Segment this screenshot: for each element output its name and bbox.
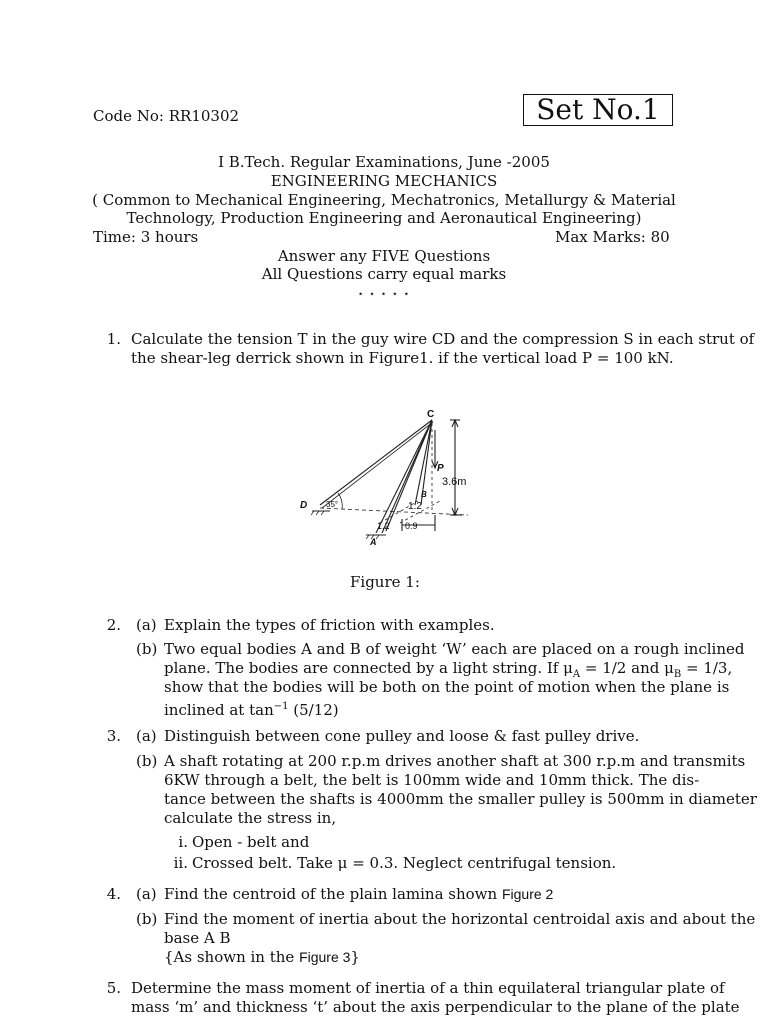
question-5-line1: Determine the mass moment of inertia of a thin equilateral triangular plate of [131,979,725,997]
question-3-number: 3. [106,727,121,745]
exam-title: I B.Tech. Regular Examinations, June -2005 [218,153,550,171]
set-number-box: Set No.1 [523,94,673,126]
question-3b-ii-text: Crossed belt. Take μ = 0.3. Neglect centrifugal tension. [192,854,617,872]
question-5-line2: mass ‘m’ and thickness ‘t’ about the axis perpendicular to the plane of the plate [131,998,740,1016]
common-note-line1: ( Common to Mechanical Engineering, Mechatronics, Metallurgy & Material [92,191,676,209]
question-2b-label: (b) [136,640,158,658]
question-3b-line2: 6KW through a belt, the belt is 100mm wide and 10mm thick. The dis- [164,771,700,789]
question-4-number: 4. [106,885,121,903]
question-4b-label: (b) [136,910,158,928]
figure-1-caption: Figure 1: [350,573,420,591]
exam-time: Time: 3 hours [93,228,199,246]
question-3b-i-text: Open - belt and [192,833,310,851]
common-note-line2: Technology, Production Engineering and Aeronautical Engineering) [126,209,642,227]
label-b: B [421,490,427,499]
question-3b-line3: tance between the shafts is 4000mm the smaller pulley is 500mm in diameter [164,790,757,808]
label-left-dim: 1.2 [377,521,390,531]
question-1-line2: the shear-leg derrick shown in Figure1. if the vertical load P = 100 kN. [131,349,674,367]
question-2b-line2: plane. The bodies are connected by a light string. If $\mu_A = 1/2$ and $\mu_B = 1/3$, [164,659,733,680]
label-right-dim: 0.9 [405,521,418,531]
star-separator: ⋆ ⋆ ⋆ ⋆ ⋆ [357,289,411,300]
label-c: C [427,409,435,420]
question-4b-line3: {As shown in the Figure 3} [164,948,360,966]
question-3b-ii-label: ii. [173,854,188,872]
question-3b-label: (b) [136,752,158,770]
label-ab: 1.2 [408,501,422,512]
question-3a-label: (a) [136,727,157,745]
question-3a-text: Distinguish between cone pulley and loose & fast pulley drive. [164,727,640,745]
question-4a-text: Find the centroid of the plain lamina shown Figure 2 [164,885,554,903]
label-a: A [370,537,377,547]
label-angle: 35° [326,500,339,509]
figure-2-reference: Figure 2 [501,886,554,902]
question-2a-text: Explain the types of friction with examples. [164,616,495,634]
question-2a-label: (a) [136,616,157,634]
question-2b-line4: inclined at $\tan^{-1} (5/12)$ [164,701,339,719]
question-1-line1: Calculate the tension T in the guy wire CD and the compression S in each strut of [131,330,755,348]
question-4a-label: (a) [136,885,157,903]
question-4b-line1: Find the moment of inertia about the horizontal centroidal axis and about the [164,910,756,928]
question-4b-line2: base A B [164,929,231,947]
subject-title: ENGINEERING MECHANICS [270,172,498,190]
label-p: P [437,463,444,474]
question-3b-i-label: i. [178,833,188,851]
instruction-line1: Answer any FIVE Questions [277,247,491,265]
max-marks: Max Marks: 80 [555,228,670,246]
label-d: D [300,500,308,511]
question-2b-line3: show that the bodies will be both on the point of motion when the plane is [164,678,730,696]
question-2b-line1: Two equal bodies A and B of weight ‘W’ each are placed on a rough inclined [164,640,745,658]
instruction-line2: All Questions carry equal marks [261,265,507,283]
code-number: Code No: RR10302 [93,107,240,125]
question-5-number: 5. [106,979,121,997]
figure-3-reference: Figure 3 [299,949,351,965]
question-3b-line1: A shaft rotating at 200 r.p.m drives another shaft at 300 r.p.m and transmits [164,752,746,770]
question-1-number: 1. [106,330,121,348]
shear-leg-derrick-figure [290,405,480,550]
question-3b-line4: calculate the stress in, [164,809,337,827]
question-2-number: 2. [106,616,121,634]
label-height: 3.6m [442,476,467,488]
